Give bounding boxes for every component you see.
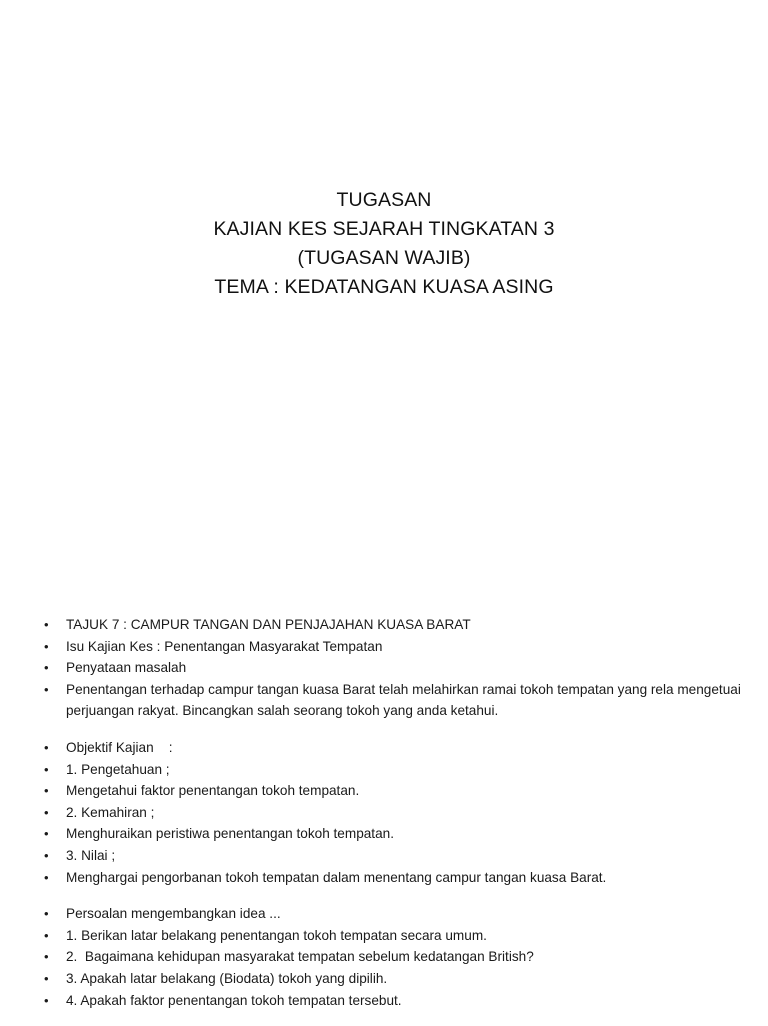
list-item [44, 946, 744, 968]
item-text: 1. Berikan latar belakang penentangan tokoh tempatan secara umum. [66, 927, 487, 943]
list-item [44, 867, 744, 889]
title-line-4: TEMA : KEDATANGAN KUASA ASING [214, 276, 554, 298]
bullet-icon: • [44, 992, 49, 1008]
item-text: Menghargai pengorbanan tokoh tempatan dalam menentang campur tangan kuasa Barat. [66, 869, 607, 885]
section-objectives [44, 737, 744, 888]
list-item [44, 759, 744, 781]
section-questions [44, 903, 744, 1011]
bullet-icon: • [44, 826, 49, 842]
item-text: 1. Pengetahuan ; [66, 761, 170, 777]
item-text: 3. Nilai ; [66, 847, 116, 863]
content-body [44, 614, 744, 1026]
bullet-icon: • [44, 927, 49, 943]
bullet-icon: • [44, 660, 49, 676]
item-text: Penentangan terhadap campur tangan kuasa Barat telah melahirkan ramai tokoh tempatan yang rela mengetuai perjuangan rakyat. Bincangkan salah seorang tokoh yang anda ketahui. [66, 681, 741, 719]
bullet-icon: • [44, 681, 49, 697]
title-line-2: KAJIAN KES SEJARAH TINGKATAN 3 [213, 218, 555, 240]
list-item [44, 968, 744, 990]
item-text: 2. Bagaimana kehidupan masyarakat tempatan sebelum kedatangan British? [66, 949, 534, 965]
bullet-icon: • [44, 869, 49, 885]
bullet-icon: • [44, 906, 49, 922]
list-item [44, 823, 744, 845]
item-text: 4. Apakah faktor penentangan tokoh tempatan tersebut. [66, 992, 402, 1008]
bullet-icon: • [44, 617, 49, 632]
list-item [44, 737, 744, 759]
section-topic [44, 614, 744, 722]
item-text: 3. Apakah latar belakang (Biodata) tokoh yang dipilih. [66, 970, 388, 986]
title-line-3: (TUGASAN WAJIB) [297, 247, 471, 269]
bullet-icon: • [44, 847, 49, 863]
item-text: Objektif Kajian : [66, 739, 173, 755]
bullet-icon: • [44, 761, 49, 777]
item-text: Mengetahui faktor penentangan tokoh tempatan. [66, 783, 360, 799]
item-text: Persoalan mengembangkan idea ... [66, 906, 281, 922]
bullet-icon: • [44, 949, 49, 965]
list-item [44, 990, 744, 1012]
list-item [44, 845, 744, 867]
bullet-icon: • [44, 970, 49, 986]
item-text: Menghuraikan peristiwa penentangan tokoh tempatan. [66, 826, 394, 842]
bullet-icon: • [44, 638, 49, 654]
bullet-icon: • [44, 804, 49, 820]
item-text: Isu Kajian Kes : Penentangan Masyarakat Tempatan [66, 638, 383, 654]
list-item [44, 903, 744, 925]
item-text: Penyataan masalah [66, 660, 187, 676]
bullet-icon: • [44, 783, 49, 799]
list-item [44, 636, 744, 658]
list-item [44, 614, 744, 636]
title-block [0, 186, 768, 302]
item-text: TAJUK 7 : CAMPUR TANGAN DAN PENJAJAHAN KUASA BARAT [66, 617, 471, 632]
list-item [44, 657, 744, 679]
list-item [44, 802, 744, 824]
item-text: 2. Kemahiran ; [66, 804, 155, 820]
bullet-icon: • [44, 739, 49, 755]
title-line-1: TUGASAN [336, 189, 432, 211]
list-item [44, 780, 744, 802]
list-item [44, 679, 744, 722]
list-item [44, 925, 744, 947]
